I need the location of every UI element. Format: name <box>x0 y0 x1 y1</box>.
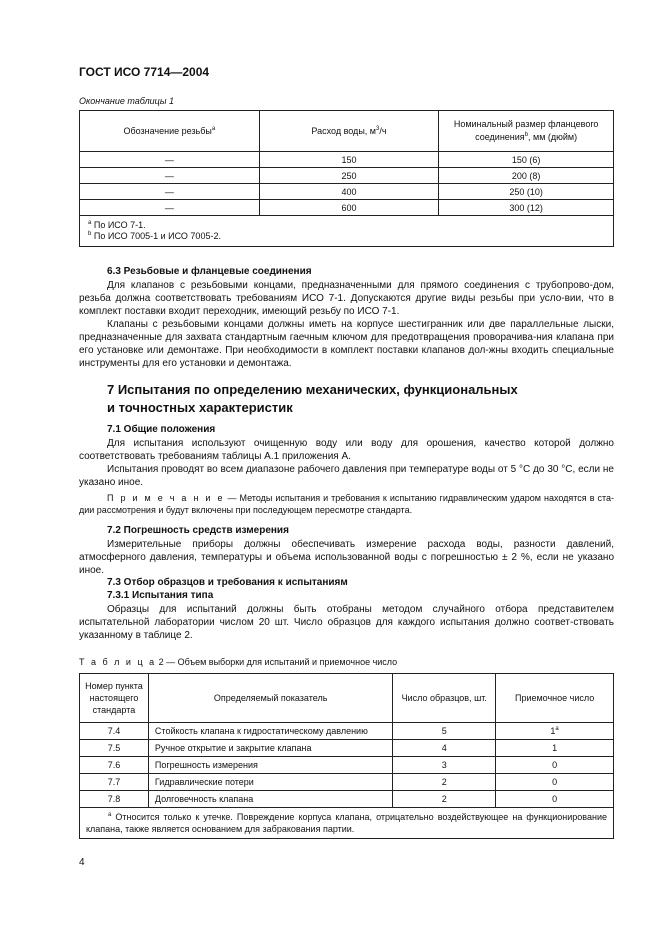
table1-cell-flow: 600 <box>259 200 439 216</box>
section-7-1-heading: 7.1 Общие положения <box>107 424 216 435</box>
table1-header-thread: Обозначение резьбы$^a$ <box>80 111 260 152</box>
table-row <box>80 184 614 200</box>
table2-cell-samples: 2 <box>393 774 496 791</box>
table1-cell-thread: — <box>80 152 260 168</box>
section-6-3-heading: 6.3 Резьбовые и фланцевые соединения <box>107 266 312 277</box>
table2-cell-clause: 7.7 <box>80 774 149 791</box>
table2-caption <box>79 657 397 667</box>
table2-cell-samples: 3 <box>393 757 496 774</box>
section-7-heading-line1: 7 Испытания по определению механических, функциональных <box>107 382 518 397</box>
section-7-heading <box>107 381 607 417</box>
table2 <box>79 673 614 839</box>
table1-cell-size: 200 (8) <box>439 168 614 184</box>
table1-footnote-a: $^a$ По ИСО 7-1. <box>88 220 146 230</box>
table-row <box>80 723 614 740</box>
table2-cell-indicator: Стойкость клапана к гидростатическому давлению <box>148 723 392 740</box>
table2-footnote-row <box>80 808 614 839</box>
page-number: 4 <box>79 857 85 868</box>
table2-header-row <box>80 674 614 723</box>
table2-cell-accept: 1 <box>496 740 614 757</box>
table1-footnote-b: $^b$ По ИСО 7005-1 и ИСО 7005-2. <box>88 231 221 241</box>
table2-cell-clause: 7.5 <box>80 740 149 757</box>
section-7-2-heading: 7.2 Погрешность средств измерения <box>107 525 289 536</box>
paragraph: Испытания проводят во всем диапазоне рабочего давления при температуре воды от 5 °С до 30 °С, если не указано иное. <box>79 464 614 488</box>
table2-header-accept: Приемочное число <box>496 674 614 723</box>
table1-footnote-cell <box>80 216 614 247</box>
table1-cell-size: 250 (10) <box>439 184 614 200</box>
table-row <box>80 740 614 757</box>
table2-caption-label: Т а б л и ц а <box>79 657 157 667</box>
table1-cell-size: 300 (12) <box>439 200 614 216</box>
section-7-3-1-body <box>79 603 614 642</box>
table2-cell-clause: 7.6 <box>80 757 149 774</box>
section-7-3-heading: 7.3 Отбор образцов и требования к испытаниям <box>107 577 348 588</box>
table1-cell-flow: 150 <box>259 152 439 168</box>
table2-cell-accept: 0 <box>496 791 614 808</box>
table-row <box>80 791 614 808</box>
paragraph: Образцы для испытаний должны быть отобраны методом случайного отбора представителем испытательной лаборатории числом 20 шт. Число образцов для каждого испытания должно соответ-ствовать указанному в таблице 2. <box>79 604 614 641</box>
table2-cell-indicator: Долговечность клапана <box>148 791 392 808</box>
table1-cell-size: 150 (6) <box>439 152 614 168</box>
table1-cell-flow: 400 <box>259 184 439 200</box>
table2-cell-accept: 0 <box>496 774 614 791</box>
paragraph: Для испытания используют очищенную воду или воду для орошения, качество которой должно соответствовать требованиям таблицы А.1 приложения А. <box>79 438 614 462</box>
note <box>79 492 614 516</box>
table1-cell-thread: — <box>80 200 260 216</box>
table2-cell-indicator: Ручное открытие и закрытие клапана <box>148 740 392 757</box>
paragraph: Клапаны с резьбовыми концами должны иметь на корпусе шестигранник или две параллельные лыски, предназначенные для захвата стандартным гаечным ключом для предотвращения проворачива-ния клапана при его установке или демонтаже. При необходимости в комплект поставки клапанов дол-жны входить специальные инструменты для его установки и демонтажа. <box>79 319 614 369</box>
table2-caption-text: 2 — Объем выборки для испытаний и приемочное число <box>156 657 398 667</box>
table2-cell-accept: 0 <box>496 757 614 774</box>
table2-header-samples: Число образцов, шт. <box>393 674 496 723</box>
document-header: ГОСТ ИСО 7714—2004 <box>79 65 210 79</box>
table2-cell-samples: 5 <box>393 723 496 740</box>
paragraph: Измерительные приборы должны обеспечивать измерение расхода воды, разности давлений, атмосферного давления, температуры и объема использованной воды с погрешностью ± 2 %, если не указано иное. <box>79 539 614 576</box>
table-row <box>80 757 614 774</box>
table1-header-row <box>80 111 614 152</box>
table2-cell-accept: 1$^a$ <box>496 723 614 740</box>
section-7-2-body <box>79 538 614 577</box>
table2-cell-clause: 7.8 <box>80 791 149 808</box>
table2-cell-clause: 7.4 <box>80 723 149 740</box>
table-row <box>80 200 614 216</box>
table2-cell-indicator: Гидравлические потери <box>148 774 392 791</box>
table1-caption: Окончание таблицы 1 <box>79 96 174 106</box>
paragraph: Для клапанов с резьбовыми концами, предназначенными для прямого соединения с трубопрово-дом, резьба должна соответствовать требованиям ИСО 7-1. Допускаются другие виды резьбы при усло-вии, что в комплект поставки входит переходник, имеющий резьбу по ИСО 7-1. <box>79 280 614 317</box>
table2-cell-samples: 4 <box>393 740 496 757</box>
table1-cell-flow: 250 <box>259 168 439 184</box>
table2-cell-samples: 2 <box>393 791 496 808</box>
section-7-3-1-heading: 7.3.1 Испытания типа <box>107 590 214 601</box>
table1-cell-thread: — <box>80 184 260 200</box>
section-7-1-body <box>79 437 614 489</box>
section-6-3-body <box>79 279 614 370</box>
table2-cell-indicator: Погрешность измерения <box>148 757 392 774</box>
note-text: — Методы испытания и требования к испытанию гидравлическим ударом находятся в ста-дии рассмотрения и будут включены при последующем пересмотре стандарта. <box>79 493 615 515</box>
table1 <box>79 110 614 247</box>
table1-footnotes <box>80 216 614 247</box>
section-7-heading-line2: и точностных характеристик <box>107 400 293 415</box>
table2-header-indicator: Определяемый показатель <box>148 674 392 723</box>
table2-header-clause: Номер пункта настоящего стандарта <box>80 674 149 723</box>
table-row <box>80 152 614 168</box>
table1-header-size: Номинальный размер фланцевого соединения$^b$, мм (дюйм) <box>439 111 614 152</box>
note-label: П р и м е ч а н и е <box>107 493 225 503</box>
table1-header-flow: Расход воды, $м^3/ч$ <box>259 111 439 152</box>
table-row <box>80 168 614 184</box>
table2-footnote: $^a$ Относится только к утечке. Повреждение корпуса клапана, отрицательно воздействующее на функционирование клапана, также является основанием для забракования партии. <box>80 808 614 839</box>
table-row <box>80 774 614 791</box>
table1-cell-thread: — <box>80 168 260 184</box>
